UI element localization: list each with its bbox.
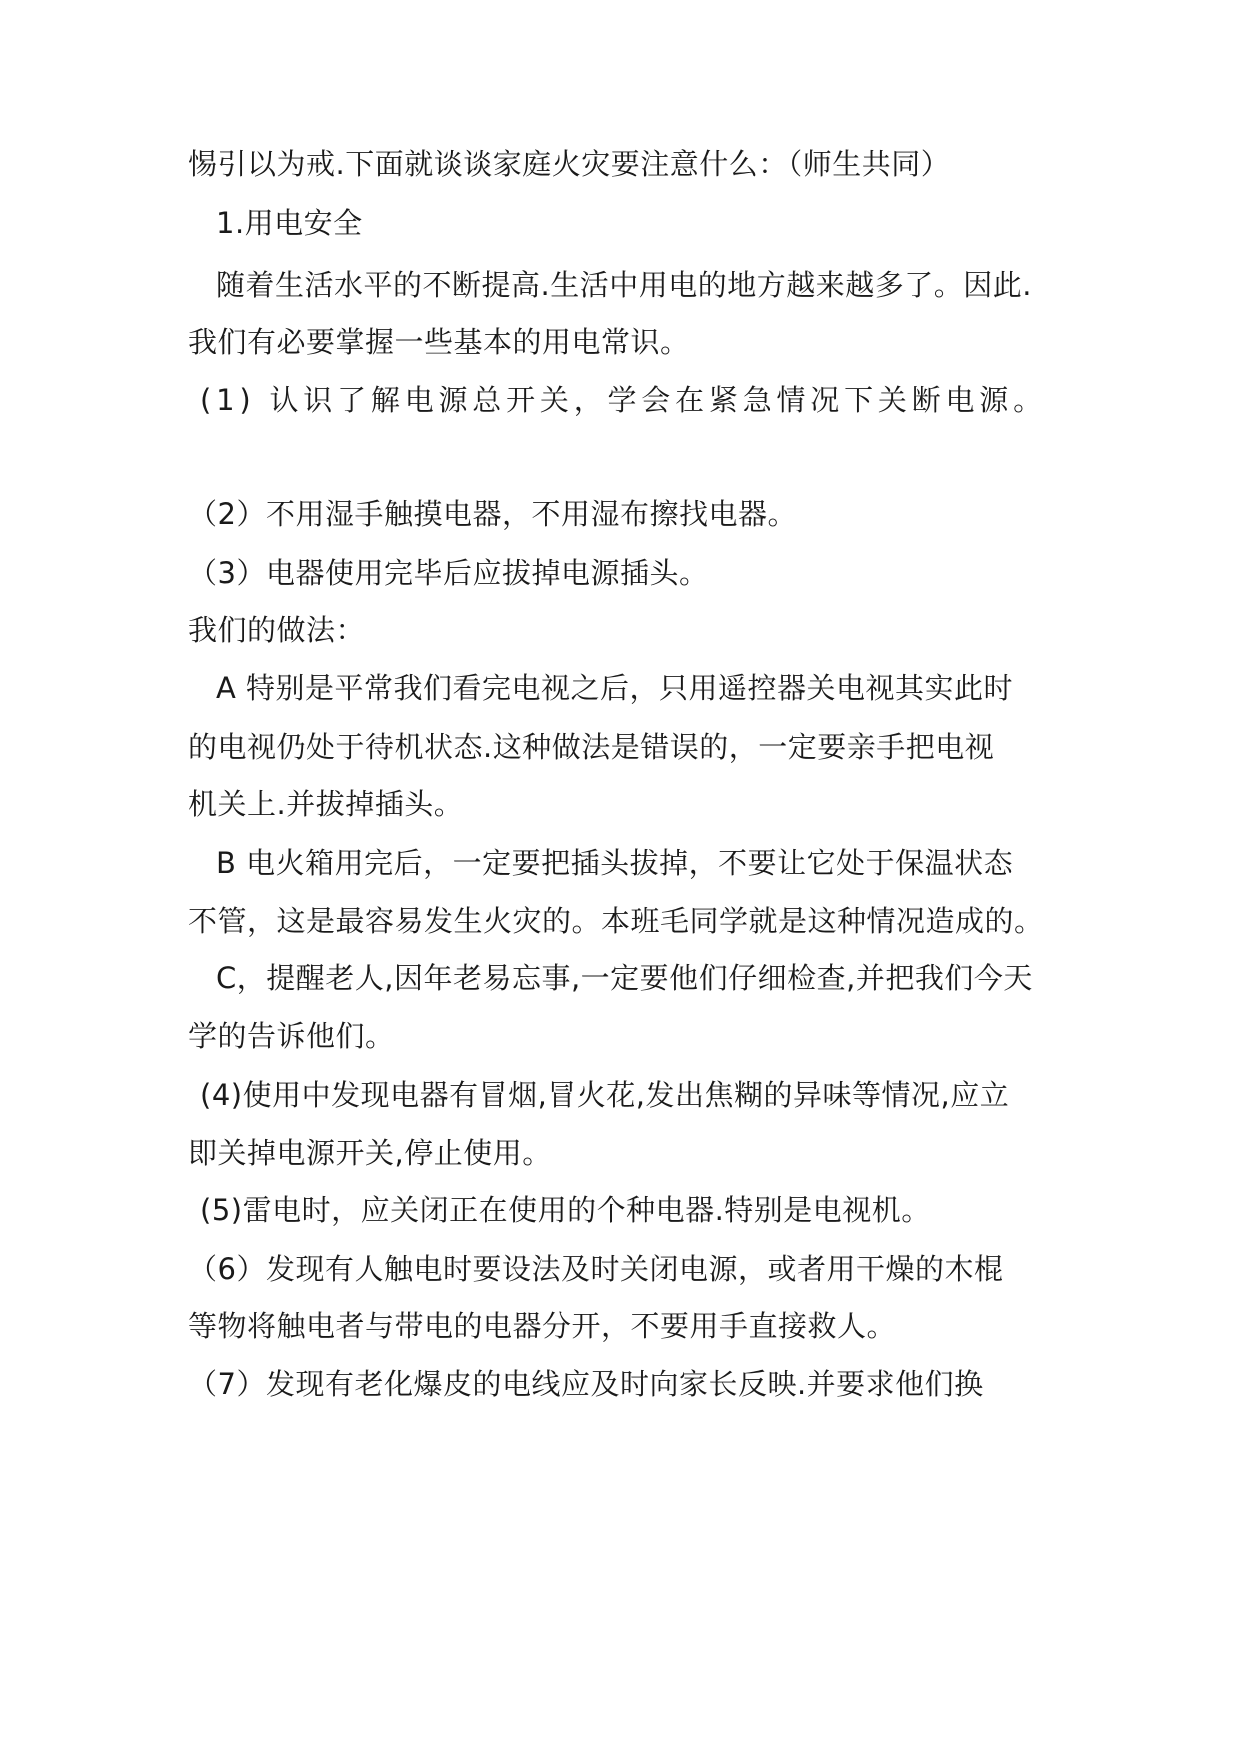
text-line: 我们的做法：	[188, 613, 366, 647]
text-line: 学的告诉他们。	[188, 1019, 395, 1053]
text-line: 机关上.并拔掉插头。	[188, 787, 464, 821]
list-item: (1) 认识了解电源总开关，学会在紧急情况下关断电源。	[200, 383, 1047, 417]
list-item: （6）发现有人触电时要设法及时关闭电源，或者用干燥的木棍	[188, 1252, 1004, 1286]
text-line: A 特别是平常我们看完电视之后，只用遥控器关电视其实此时	[216, 671, 1014, 705]
text-line: 的电视仍处于待机状态.这种做法是错误的，一定要亲手把电视	[188, 730, 995, 764]
text-line: B 电火箱用完后，一定要把插头拔掉，不要让它处于保温状态	[216, 846, 1014, 880]
text-line: 随着生活水平的不断提高.生活中用电的地方越来越多了。因此.	[216, 268, 1032, 302]
list-item: (4)使用中发现电器有冒烟,冒火花,发出焦糊的异味等情况,应立	[200, 1078, 1010, 1112]
text-line: C，提醒老人,因年老易忘事,一定要他们仔细检查,并把我们今天	[216, 961, 1033, 995]
text-line: 惕引以为戒.下面就谈谈家庭火灾要注意什么：（师生共同）	[188, 147, 951, 181]
text-line: 等物将触电者与带电的电器分开，不要用手直接救人。	[188, 1309, 897, 1343]
list-item: （3）电器使用完毕后应拔掉电源插头。	[188, 556, 709, 590]
section-heading: 1.用电安全	[216, 206, 363, 240]
list-item: （7）发现有老化爆皮的电线应及时向家长反映.并要求他们换	[188, 1367, 984, 1401]
list-item: (5)雷电时，应关闭正在使用的个种电器.特别是电视机。	[200, 1193, 931, 1227]
list-item: （2）不用湿手触摸电器，不用湿布擦找电器。	[188, 497, 797, 531]
text-line: 即关掉电源开关,停止使用。	[188, 1136, 552, 1170]
text-line: 我们有必要掌握一些基本的用电常识。	[188, 325, 690, 359]
text-line: 不管，这是最容易发生火灾的。本班毛同学就是这种情况造成的。	[188, 904, 1044, 938]
